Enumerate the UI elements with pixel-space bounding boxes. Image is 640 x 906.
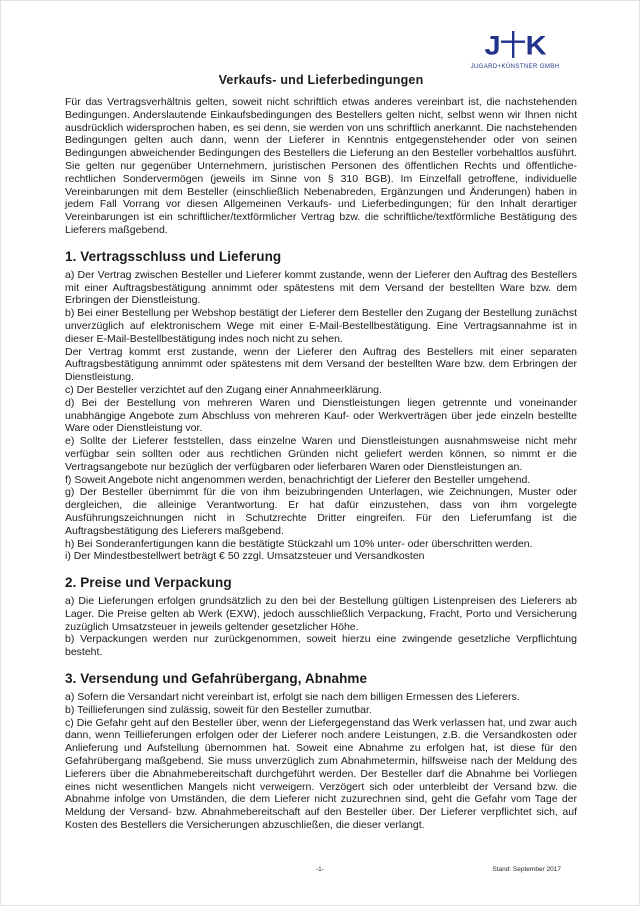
paragraph: c) Der Besteller verzichtet auf den Zugang einer Annahmeerklärung.: [65, 383, 382, 396]
paragraph: h) Bei Sonderanfertigungen kann die bestätigte Stückzahl um 10% unter- oder überschritten werden.: [65, 537, 533, 550]
paragraph: d) Bei der Bestellung von mehreren Waren und Dienstleistungen liegen getrennte und voneinander unabhängige Angebote zum Abschluss von mehreren Kauf- oder Werkverträgen über jede einzeln bestellte Ware oder Dienstleistung vor.: [65, 396, 577, 435]
paragraph: b) Bei einer Bestellung per Webshop bestätigt der Lieferer dem Besteller den Zugang der Bestellung zunächst unverzüglich auf elektronischem Wege mit einer E-Mail-Bestellbestätigung. Eine Vertragsannahme ist in dieser E-Mail-Bestellbestätigung indes noch nicht zu sehen.: [65, 307, 577, 345]
company-logo: [467, 31, 563, 70]
paragraph: e) Sollte der Lieferer feststellen, dass einzelne Waren und Dienstleistungen ausnahmsweise nicht mehr verfügbar sein sollten oder aus rechtlichen Gründen nicht geliefert werden können, so nimmt er die Vertragsangebote nur bezüglich der verfügbaren oder lieferbaren Waren oder Dienstleistungen an.: [65, 435, 577, 473]
paragraph: a) Der Vertrag zwischen Besteller und Lieferer kommt zustande, wenn der Lieferer den Auftrag des Bestellers mit einer Auftragsbestätigung annimmt oder spätestens mit dem Versand der bestellten Ware bzw. dem Erbringen der Dienstleistung.: [65, 268, 577, 307]
paragraph: a) Die Lieferungen erfolgen grundsätzlich zu den bei der Bestellung gültigen Listenpreisen des Lieferers ab Lager. Die Preise gelten ab Werk (EXW), jedoch ausschließlich Verpackung, Fracht, Porto und Versicherung zuzüglich Umsatzsteuer in jeweils geltender gesetzlicher Höhe.: [65, 595, 577, 633]
document-content: [65, 73, 577, 832]
section-heading: 1. Vertragsschluss und Lieferung: [65, 248, 282, 264]
paragraph: i) Der Mindestbestellwert beträgt € 50 zzgl. Umsatzsteuer und Versandkosten: [65, 550, 425, 563]
section-heading: 2. Preise und Verpackung: [65, 575, 232, 591]
section-preise: [65, 575, 577, 659]
logo-mark: [467, 31, 563, 62]
section-vertragsschluss: [65, 249, 577, 563]
logo-letter-k: K: [525, 31, 546, 61]
paragraph: b) Verpackungen werden nur zurückgenommen, soweit hierzu eine zwingende gesetzliche Verpflichtung besteht.: [65, 633, 577, 659]
logo-company-name: JUGARD+KÜNSTNER GMBH: [470, 64, 560, 70]
paragraph: g) Der Besteller übernimmt für die von ihm beizubringenden Unterlagen, wie Zeichnungen, Muster oder dergleichen, die alleinige Verantwortung. Er hat dafür einzustehen, dass von ihm vorgelegte Ausführungszeichnungen nicht in Schutzrechte Dritter eingreifen. Für den Lieferumfang ist die Auftragsbestätigung des Lieferers maßgebend.: [65, 486, 577, 537]
paragraph: f) Soweit Angebote nicht angenommen werden, benachrichtigt der Lieferer den Besteller umgehend.: [65, 473, 531, 486]
version-note: Stand: September 2017: [492, 866, 561, 873]
section-versendung: [65, 671, 577, 832]
paragraph: Der Vertrag kommt erst zustande, wenn der Lieferer den Auftrag des Bestellers mit einer separaten Auftragsbestätigung annimmt oder spätestens mit dem Versand der bestellten Ware bzw. dem Erbringen der Dienstleistung.: [65, 345, 577, 384]
paragraph: a) Sofern die Versandart nicht vereinbart ist, erfolgt sie nach dem billigen Ermessen des Lieferers.: [65, 691, 520, 704]
logo-letter-j: J: [484, 31, 500, 61]
section-heading: 3. Versendung und Gefahrübergang, Abnahme: [65, 671, 368, 687]
intro-paragraph: Für das Vertragsverhältnis gelten, soweit nicht schriftlich etwas anderes vereinbart ist, die nachstehenden Bedingungen. Anderslautende Einkaufsbedingungen des Bestellers gelten nicht, selbst wenn wir Ihnen nicht ausdrücklich widersprochen haben, es sei denn, sie werden von uns schriftlich anerkannt. Die nachstehenden Bedingungen gelten auch dann, wenn der Lieferer in Kenntnis entgegenstehender oder von seinen Bedingungen abweichender Bedingungen des Bestellers die Lieferung an den Besteller vorbehaltlos ausführt. Sie gelten nur gegenüber Unternehmern, juristischen Personen des öffentlichen Rechts und öffentliche-rechtlichen Sondervermögen (jeweils im Sinne von § 310 BGB). Im Einzelfall getroffene, individuelle Vereinbarungen mit dem Besteller (einschließlich Nebenabreden, Ergänzungen und Änderungen) haben in jedem Fall Vorrang vor diesen Allgemeinen Verkaufs- und Lieferbedingungen; für den Inhalt derartiger Vereinbarungen ist ein schriftlicher/textförmlicher Vertrag bzw. die schriftliche/textförmliche Bestätigung des Lieferers maßgebend.: [65, 96, 577, 236]
paragraph: b) Teillieferungen sind zulässig, soweit für den Besteller zumutbar.: [65, 703, 372, 716]
page-number: -1-: [316, 866, 324, 873]
plus-crosshair-icon: [501, 31, 525, 62]
page-title: Verkaufs- und Lieferbedingungen: [218, 73, 424, 87]
paragraph: c) Die Gefahr geht auf den Besteller über, wenn der Liefergegenstand das Werk verlassen hat, und zwar auch dann, wenn Teillieferungen erfolgen oder der Lieferer noch andere Leistungen, z.B. die Versandkosten oder Anlieferung und Aufstellung übernommen hat. Soweit eine Abnahme zu erfolgen hat, ist diese für den Gefahrübergang maßgebend. Sie muss unverzüglich zum Abnahmetermin, hilfsweise nach der Meldung des Lieferers über die Abnahmebereitschaft durchgeführt werden. Der Besteller darf die Abnahme bei Vorliegen eines nicht wesentlichen Mangels nicht verweigern. Verzögert sich oder unterbleibt der Versand bzw. die Abnahme infolge von Umständen, die dem Lieferer nicht zuzurechnen sind, geht die Gefahr vom Tage der Meldung der Versand- bzw. Abnahmebereitschaft auf den Besteller über. Der Lieferer verpflichtet sich, auf Kosten des Bestellers die Versicherungen abzuschließen, die dieser verlangt.: [65, 716, 577, 832]
